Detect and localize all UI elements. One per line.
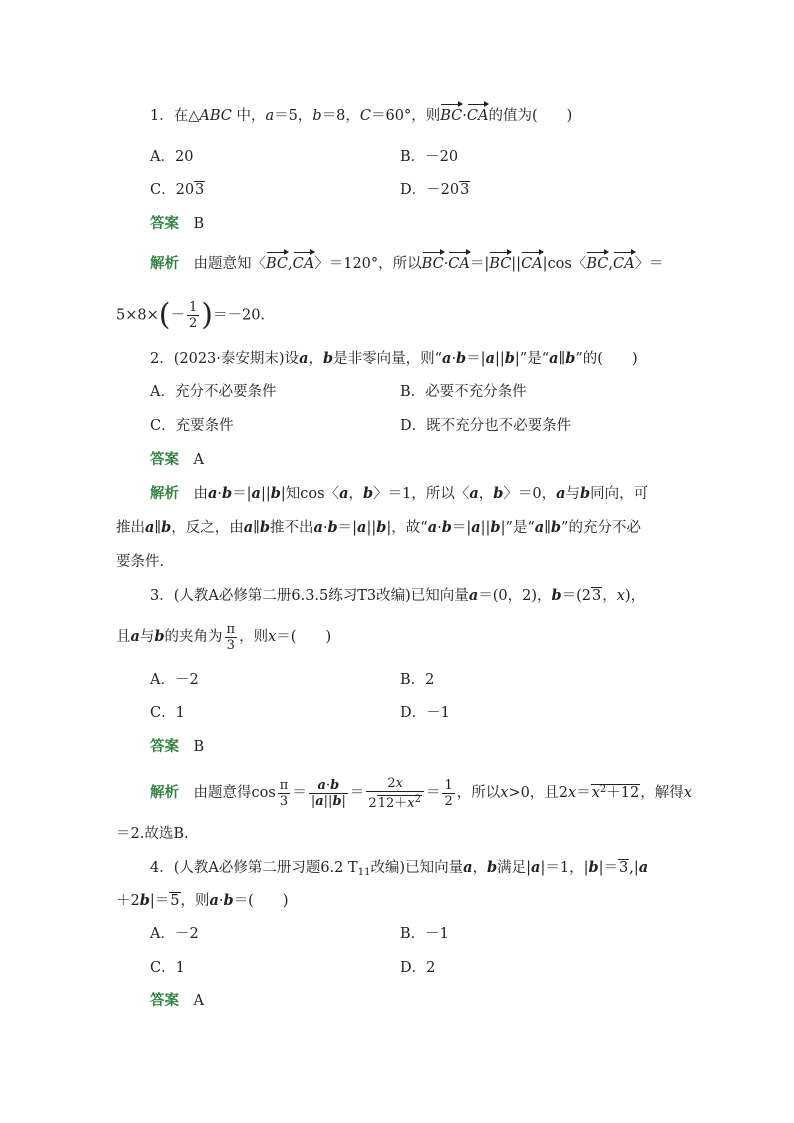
q2-answer: 答案 A — [150, 452, 204, 468]
q1-option-a: A．20 — [150, 149, 194, 165]
q1-answer: 答案 B — [150, 216, 205, 232]
q3-analysis-line1: 解析 由题意得cos $\frac{\pi}{3}$ ＝ $\frac{a\cdot b}{|a||b|}$ ＝ $\frac{2x}{212+x^2}$ ＝ $\frac{1}{2}$ ，所以x>0，且$2x=x^2+12$，解得x — [150, 775, 692, 811]
q4-answer: 答案 A — [150, 993, 204, 1009]
q3-option-b: B．2 — [400, 672, 435, 688]
q1-option-b: B．－20 — [400, 149, 459, 165]
q3-stem-line1: 3．(人教A必修第二册6.3.5练习T3改编)已知向量a＝(0，2)，b＝(23，x)， — [150, 587, 646, 604]
q2-analysis-line3: 要条件． — [116, 554, 174, 570]
q2-option-c: C．充要条件 — [150, 418, 234, 434]
q3-analysis-line2: ＝2.故选B. — [116, 826, 189, 842]
q1-stem: 1．在△ABC 中，a＝5，b＝8，C＝60°，则BC·CA的值为( ) — [150, 108, 573, 124]
q4-option-d: D．2 — [400, 960, 436, 976]
q2-analysis-line2: 推出a∥b，反之，由a∥b推不出a·b＝|a||b|，故“a·b＝|a||b|”是“a∥b”的充分不必 — [116, 519, 641, 536]
q2-option-b: B．必要不充分条件 — [400, 384, 527, 400]
q3-option-d: D．－1 — [400, 705, 450, 721]
q4-option-c: C．1 — [150, 960, 185, 976]
q1-option-d: D．－203 — [400, 182, 470, 198]
q4-stem-line1: 4．(人教A必修第二册习题6.2 $T_{11}$改编)已知向量a，b满足|a|＝1，|b|＝3,|a — [150, 859, 649, 878]
q2-analysis-line1: 解析 由a·b＝|a||b|知cos〈a，b〉＝1，所以〈a，b〉＝0，a与b同向，可 — [150, 485, 649, 502]
q3-stem-line2: 且a与b的夹角为 $\frac{\pi}{3}$ ，则x＝( ) — [116, 621, 332, 653]
q3-answer: 答案 B — [150, 739, 205, 755]
q3-option-c: C．1 — [150, 705, 185, 721]
q2-option-a: A．充分不必要条件 — [150, 384, 277, 400]
q2-option-d: D．既不充分也不必要条件 — [400, 418, 572, 434]
q4-option-b: B．－1 — [400, 926, 449, 942]
q1-analysis-line1: 解析 由题意知〈BC,CA〉＝120°，所以BC·CA＝|BC||CA|cos〈BC,CA〉＝ — [150, 256, 664, 272]
q3-option-a: A．－2 — [150, 672, 199, 688]
q1-option-c: C．203 — [150, 182, 205, 198]
q4-option-a: A．－2 — [150, 926, 199, 942]
q4-stem-line2: ＋2b|＝5，则a·b＝( ) — [116, 892, 289, 909]
q1-analysis-line2: 5×8×(－ $\frac{1}{2}$ )＝－20. — [116, 297, 266, 333]
q2-stem: 2．(2023·泰安期末)设a，b是非零向量，则“a·b＝|a||b|”是“a∥b”的( ) — [150, 350, 638, 367]
